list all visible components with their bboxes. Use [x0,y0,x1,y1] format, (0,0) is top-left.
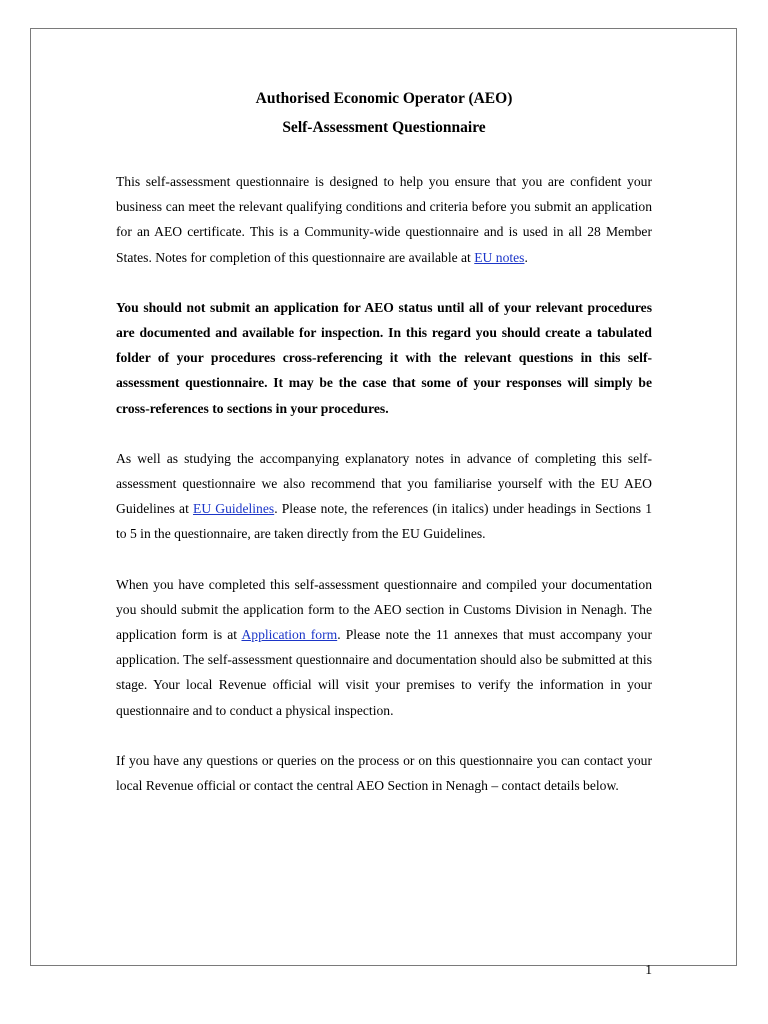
document-body [116,85,652,798]
guidelines-text-end: . Please note, the references (in italics) under headings in Sections 1 to 5 in the questionnaire, are taken directly from the EU Guidelines. [116,501,652,542]
contact-paragraph: If you have any questions or queries on the process or on this questionnaire you can contact your local Revenue official or contact the central AEO Section in Nenagh – contact details below. [116,752,652,794]
submission-paragraph [116,572,652,723]
intro-paragraph [116,169,652,270]
submission-text: When you have completed this self-assessment questionnaire and compiled your documentation you should submit the application form to the AEO section in Customs Division in Nenagh. The application form is at [116,576,652,643]
document-title: Authorised Economic Operator (AEO) [255,90,513,107]
warning-paragraph: You should not submit an application for AEO status until all of your relevant procedures are documented and available for inspection. In this regard you should create a tabulated folder of your procedures cross-referencing it with the relevant questions in this self-assessment questionnaire. It may be the case that some of your responses will simply be cross-references to sections in your procedures. [116,299,652,416]
page-number: 1 [645,962,652,977]
intro-text: This self-assessment questionnaire is designed to help you ensure that you are confident your business can meet the relevant qualifying conditions and criteria before you submit an application for an AEO certificate. This is a Community-wide questionnaire and is used in all 28 Member States. Notes for completion of this questionnaire are available at [116,174,652,265]
submission-text-end: . Please note the 11 annexes that must accompany your application. The self-assessment questionnaire and documentation should also be submitted at this stage. Your local Revenue official will visit your premises to verify the information in your questionnaire and to conduct a physical inspection. [116,627,652,718]
eu-guidelines-link[interactable]: EU Guidelines [193,501,275,517]
guidelines-text: As well as studying the accompanying explanatory notes in advance of completing this self-assessment questionnaire we also recommend that you familiarise yourself with the EU AEO Guidelines at [116,450,652,517]
document-subtitle: Self-Assessment Questionnaire [282,119,486,136]
intro-text-end: . [524,249,528,265]
guidelines-paragraph [116,446,652,547]
eu-notes-link[interactable]: EU notes [474,249,525,265]
application-form-link[interactable]: Application form [241,627,338,643]
